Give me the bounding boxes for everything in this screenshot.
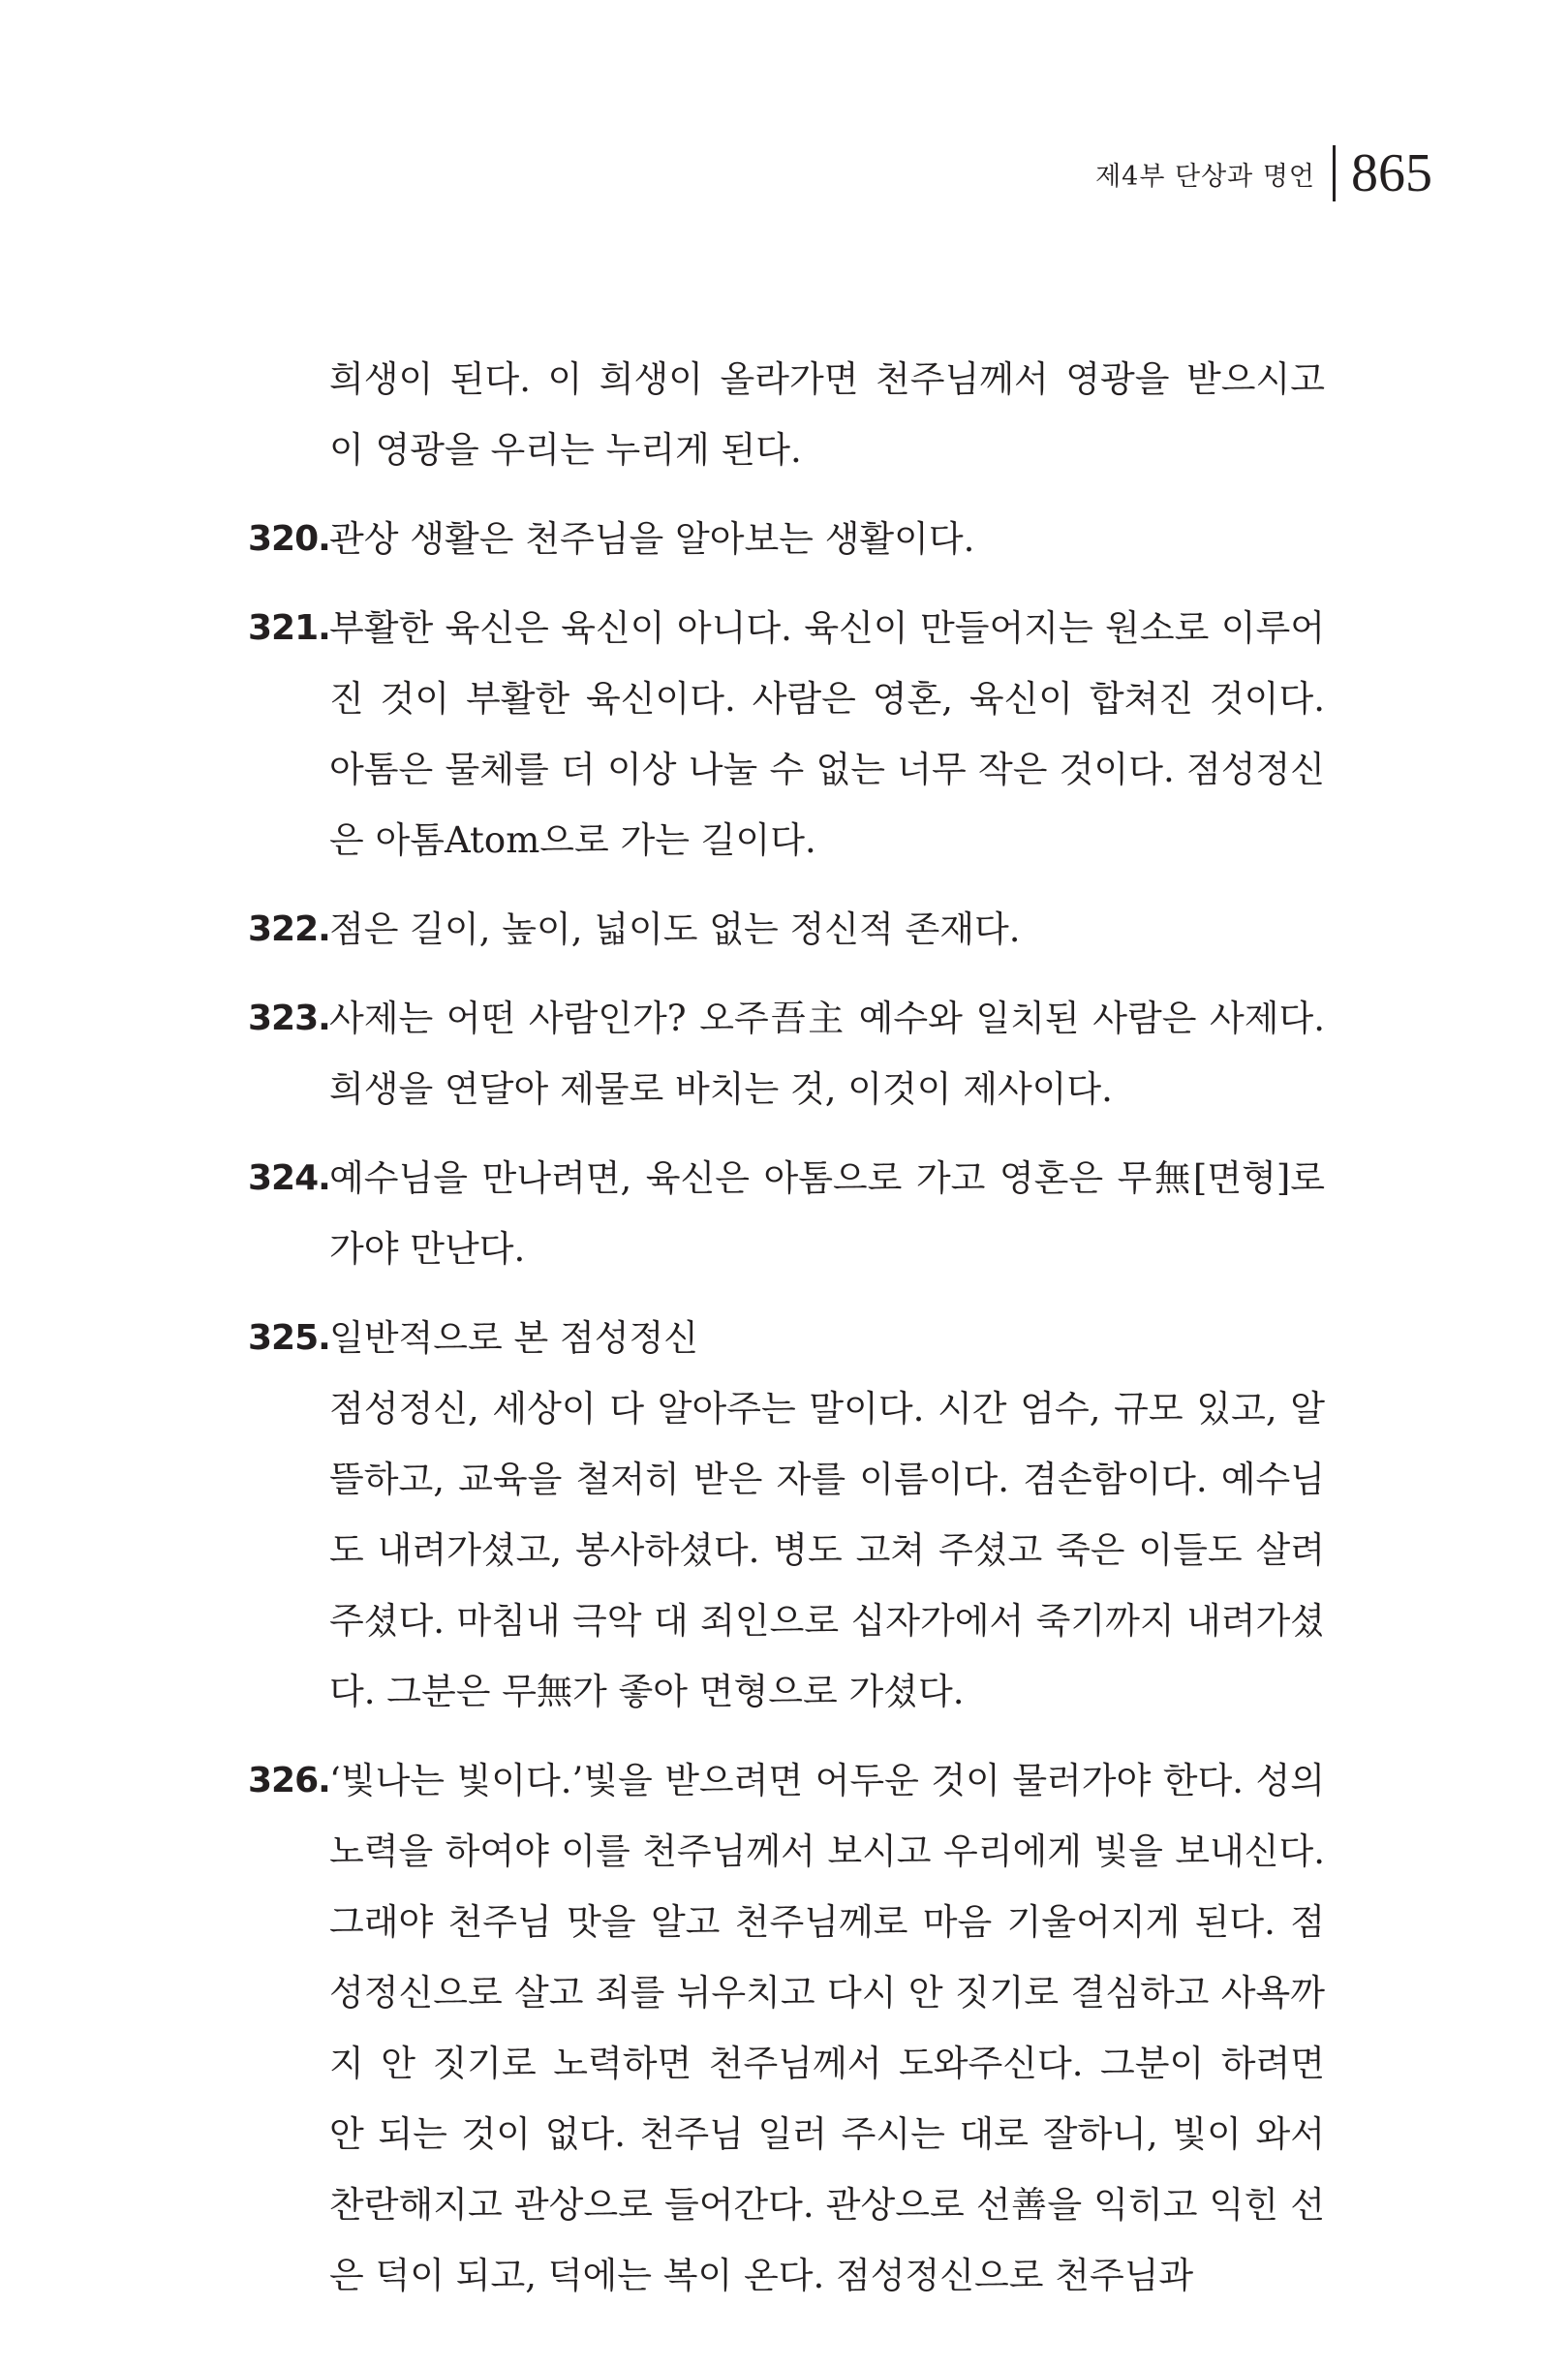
entry-320 bbox=[248, 504, 1325, 574]
entry-number: 325. bbox=[248, 1318, 330, 1358]
entry-number: 322. bbox=[248, 909, 330, 949]
entry-text: 부활한 육신은 육신이 아니다. 육신이 만들어지는 원소로 이루어진 것이 부활한 육신이다. 사람은 영혼, 육신이 합쳐진 것이다. 아톰은 물체를 더 이상 나눌 수 없는 너무 작은 것이다. 점성정신은 아톰Atom으로 가는 길이다. bbox=[329, 607, 1325, 861]
entry-paragraph: 점성정신, 세상이 다 알아주는 말이다. 시간 엄수, 규모 있고, 알뜰하고, 교육을 철저히 받은 자를 이름이다. 겸손함이다. 예수님도 내려가셨고, 봉사하셨다. 병도 고쳐 주셨고 죽은 이들도 살려 주셨다. 마침내 극악 대 죄인으로 십자가에서 죽기까지 내려가셨다. 그분은 무無가 좋아 면형으로 가셨다. bbox=[329, 1388, 1325, 1712]
entry-number: 321. bbox=[248, 608, 330, 648]
page-number: 865 bbox=[1351, 143, 1432, 203]
entry-paragraph bbox=[248, 1745, 1325, 2311]
entry-326 bbox=[248, 1745, 1325, 2311]
entry-325 bbox=[248, 1303, 1325, 1727]
entry-322 bbox=[248, 894, 1325, 965]
entry-text: 관상 생활은 천주님을 알아보는 생활이다. bbox=[329, 518, 975, 560]
running-title: 제4부 단상과 명언 bbox=[1095, 161, 1315, 192]
entry-paragraph bbox=[248, 1143, 1325, 1284]
entry-number: 324. bbox=[248, 1158, 330, 1198]
entry-number: 323. bbox=[248, 999, 330, 1038]
entry-text: 예수님을 만나려면, 육신은 아톰으로 가고 영혼은 무無[면형]로 가야 만난다. bbox=[329, 1157, 1325, 1270]
entry-text: 사제는 어떤 사람인가? 오주吾主 예수와 일치된 사람은 사제다. 희생을 연달아 제물로 바치는 것, 이것이 제사이다. bbox=[329, 998, 1325, 1110]
entry-paragraph bbox=[248, 894, 1325, 965]
entry-323 bbox=[248, 983, 1325, 1124]
entry-heading bbox=[248, 1303, 1325, 1373]
entry-text: 일반적으로 본 점성정신 bbox=[329, 1317, 698, 1359]
entry-324 bbox=[248, 1143, 1325, 1284]
entry-321 bbox=[248, 593, 1325, 876]
continued-paragraph: 희생이 된다. 이 희생이 올라가면 천주님께서 영광을 받으시고 이 영광을 우리는 누리게 된다. bbox=[329, 358, 1325, 471]
entry-paragraph bbox=[248, 593, 1325, 876]
page-body bbox=[248, 344, 1325, 2329]
header-divider bbox=[1333, 145, 1336, 201]
entry-text: 점은 길이, 높이, 넓이도 없는 정신적 존재다. bbox=[329, 908, 1021, 950]
entry-paragraph bbox=[248, 983, 1325, 1124]
running-header bbox=[1095, 145, 1432, 201]
entry-paragraph bbox=[248, 504, 1325, 574]
entry-number: 320. bbox=[248, 519, 330, 559]
entry-number: 326. bbox=[248, 1761, 330, 1800]
entry-text: ‘빛나는 빛이다.’빛을 받으려면 어두운 것이 물러가야 한다. 성의 노력을 하여야 이를 천주님께서 보시고 우리에게 빛을 보내신다. 그래야 천주님 맛을 알고 천주님께로 마음 기울어지게 된다. 점성정신으로 살고 죄를 뉘우치고 다시 안 짓기로 결심하고 사욕까지 안 짓기로 노력하면 천주님께서 도와주신다. 그분이 하려면 안 되는 것이 없다. 천주님 일러 주시는 대로 잘하니, 빛이 와서 찬란해지고 관상으로 들어간다. 관상으로 선善을 익히고 익힌 선은 덕이 되고, 덕에는 복이 온다. 점성정신으로 천주님과 bbox=[329, 1760, 1325, 2296]
